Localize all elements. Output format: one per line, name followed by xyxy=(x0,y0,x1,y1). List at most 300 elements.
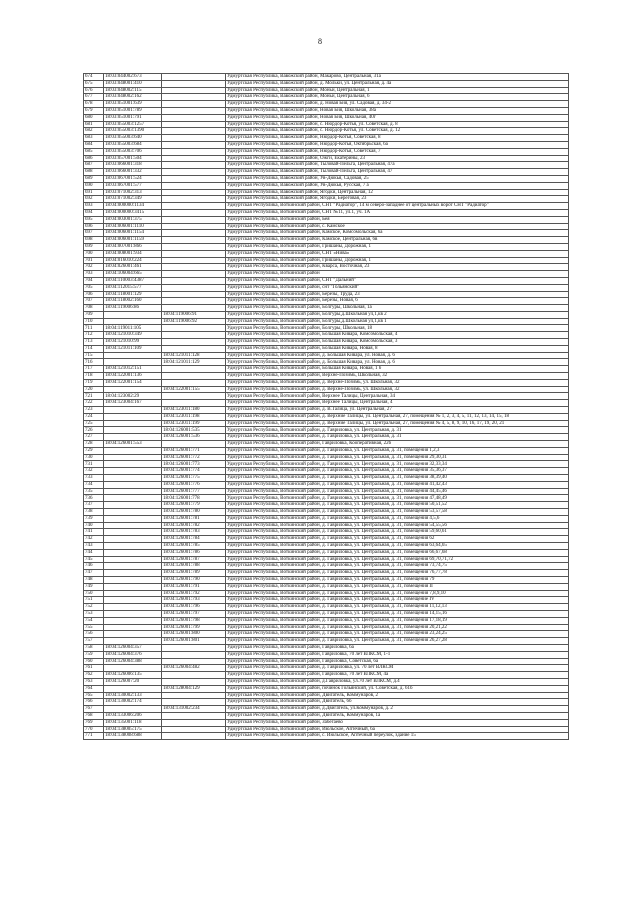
row-number-cell: 744 xyxy=(84,549,104,556)
row-number-cell: 677 xyxy=(84,94,104,101)
table-row xyxy=(84,583,569,590)
building-cadastral-cell xyxy=(162,155,226,162)
land-cadastral-cell: 18:04:026001:461 xyxy=(104,264,162,271)
land-cadastral-cell: 18:04:106004:665 xyxy=(104,271,162,278)
building-cadastral-cell xyxy=(162,651,226,658)
land-cadastral-cell: 18:03:048002:162 xyxy=(104,94,162,101)
building-cadastral-cell xyxy=(162,175,226,182)
table-row xyxy=(84,604,569,611)
row-number-cell: 753 xyxy=(84,610,104,617)
table-row xyxy=(84,386,569,393)
building-cadastral-cell xyxy=(162,325,226,332)
building-cadastral-cell: 18:04:126001:786 xyxy=(162,549,226,556)
address-cell: Удмуртская Республика, Воткинский район, снт "Гольянский" xyxy=(226,284,569,291)
building-cadastral-cell xyxy=(162,94,226,101)
building-cadastral-cell xyxy=(162,169,226,176)
address-cell: Удмуртская Республика, Воткинский район, Большая Кивара, Новая, 8 xyxy=(226,345,569,352)
table-row xyxy=(84,665,569,672)
row-number-cell: 760 xyxy=(84,658,104,665)
table-row xyxy=(84,427,569,434)
table-row xyxy=(84,352,569,359)
address-cell: Удмуртская Республика, Вавожский район, д. Мольки, ул. Центральная, д. 4а xyxy=(226,80,569,87)
land-cadastral-cell: 18:04:119011:105 xyxy=(104,325,162,332)
building-cadastral-cell xyxy=(162,135,226,142)
table-row xyxy=(84,359,569,366)
table-row xyxy=(84,298,569,305)
building-cadastral-cell: 18:04:126001:801 xyxy=(162,638,226,645)
land-cadastral-cell xyxy=(104,617,162,624)
address-cell: Удмуртская Республика, Воткинский район, СНТ №11, ул.1, уч. 1А xyxy=(226,209,569,216)
row-number-cell: 676 xyxy=(84,87,104,94)
table-row xyxy=(84,373,569,380)
row-number-cell: 725 xyxy=(84,420,104,427)
row-number-cell: 728 xyxy=(84,441,104,448)
building-cadastral-cell xyxy=(162,230,226,237)
land-cadastral-cell xyxy=(104,447,162,454)
address-cell: Удмуртская Республика, Воткинский район, Гавриловка, 70 лет ВЛКСМ, 4а xyxy=(226,672,569,679)
address-cell: Удмуртская Республика, Вавожский район, Ягодки, Береговая, 23 xyxy=(226,196,569,203)
table-row xyxy=(84,162,569,169)
land-cadastral-cell: 18:03:057001:504 xyxy=(104,155,162,162)
land-cadastral-cell: 18:04:135001:118 xyxy=(104,719,162,726)
row-number-cell: 751 xyxy=(84,597,104,604)
table-row xyxy=(84,624,569,631)
address-cell: Удмуртская Республика, Воткинский район, д. Гавриловка, ул. Центральная, д. 31, помещения 69,70,71,72 xyxy=(226,556,569,563)
row-number-cell: 741 xyxy=(84,529,104,536)
address-cell: Удмуртская Республика, Воткинский район, д. Гавриловка, ул. Центральная, д. 31, помещения 35,36,37 xyxy=(226,468,569,475)
row-number-cell: 680 xyxy=(84,114,104,121)
table-row xyxy=(84,393,569,400)
table-row xyxy=(84,223,569,230)
building-cadastral-cell xyxy=(162,141,226,148)
building-cadastral-cell: 18:04:122001:155 xyxy=(162,386,226,393)
table-row xyxy=(84,651,569,658)
row-number-cell: 694 xyxy=(84,209,104,216)
building-cadastral-cell xyxy=(162,182,226,189)
table-row xyxy=(84,407,569,414)
row-number-cell: 719 xyxy=(84,379,104,386)
table-row xyxy=(84,107,569,114)
row-number-cell: 717 xyxy=(84,366,104,373)
building-cadastral-cell: 18:04:126001:772 xyxy=(162,454,226,461)
land-cadastral-cell: 18:03:066001:332 xyxy=(104,169,162,176)
table-row xyxy=(84,434,569,441)
row-number-cell: 700 xyxy=(84,250,104,257)
table-row xyxy=(84,250,569,257)
building-cadastral-cell: 18:04:119006:92 xyxy=(162,318,226,325)
table-row xyxy=(84,345,569,352)
land-cadastral-cell xyxy=(104,529,162,536)
land-cadastral-cell: 18:03:067001:577 xyxy=(104,182,162,189)
land-cadastral-cell xyxy=(104,570,162,577)
row-number-cell: 686 xyxy=(84,155,104,162)
address-cell: Удмуртская Республика, Воткинский район, д. Гавриловка, ул. Центральная, д. 31, помещения 53,57,58 xyxy=(226,509,569,516)
address-cell: Удмуртская Республика, Воткинский район, д. Гавриловка, ул. Центральная, д. 31, помещения 59,60,61 xyxy=(226,529,569,536)
land-cadastral-cell xyxy=(104,638,162,645)
row-number-cell: 713 xyxy=(84,339,104,346)
building-cadastral-cell xyxy=(162,658,226,665)
address-cell: Удмуртская Республика, Вавожский район, Нюрдор-Котья, Советская, 7 xyxy=(226,148,569,155)
address-cell: Удмуртская Республика, Вавожский район, Макарово, Центральная, 31а xyxy=(226,74,569,81)
land-cadastral-cell xyxy=(104,427,162,434)
building-cadastral-cell: 18:04:128004:129 xyxy=(162,685,226,692)
address-cell: Удмуртская Республика, Воткинский район, Гришаны, Дорожная, 1 xyxy=(226,243,569,250)
table-row xyxy=(84,74,569,81)
address-cell: Удмуртская Республика, Воткинский район, СНТ "Радиатор", 14 м северо-западнее от центральных ворот СНТ "Радиатор" xyxy=(226,203,569,210)
table-row xyxy=(84,169,569,176)
address-cell: Удмуртская Республика, Воткинский район, Июльское, Аптечный, 6а xyxy=(226,726,569,733)
address-cell: Удмуртская Республика, Воткинский район, Большая Кивара, Новая, 1 б xyxy=(226,366,569,373)
row-number-cell: 712 xyxy=(84,332,104,339)
address-cell: Удмуртская Республика, Воткинский район, д. Верхне-Позимь, ул. Школьная, 32 xyxy=(226,386,569,393)
address-cell: Удмуртская Республика, Воткинский район, СНТ "Дальний" xyxy=(226,277,569,284)
address-cell: Удмуртская Республика, Воткинский район, д. Гавриловка, ул. Центральная, д. 31, помещения 73,74,75 xyxy=(226,563,569,570)
land-cadastral-cell: 18:04:006001:1159 xyxy=(104,237,162,244)
land-cadastral-cell: 18:04:121011:109 xyxy=(104,345,162,352)
land-cadastral-cell xyxy=(104,583,162,590)
building-cadastral-cell xyxy=(162,101,226,108)
building-cadastral-cell: 18:04:126001:792 xyxy=(162,590,226,597)
row-number-cell: 769 xyxy=(84,719,104,726)
row-number-cell: 748 xyxy=(84,576,104,583)
land-cadastral-cell: 18:04:126004:357 xyxy=(104,644,162,651)
address-cell: Удмуртская Республика, Воткинский район, д. Гавриловка, ул. Центральная, д. 31, помещения 44,45,46 xyxy=(226,488,569,495)
table-row xyxy=(84,196,569,203)
row-number-cell: 709 xyxy=(84,311,104,318)
building-cadastral-cell xyxy=(162,712,226,719)
table-row xyxy=(84,468,569,475)
table-row xyxy=(84,271,569,278)
land-cadastral-cell: 18:04:122001:136 xyxy=(104,373,162,380)
land-cadastral-cell xyxy=(104,352,162,359)
land-cadastral-cell xyxy=(104,311,162,318)
row-number-cell: 720 xyxy=(84,386,104,393)
row-number-cell: 764 xyxy=(84,685,104,692)
table-row xyxy=(84,264,569,271)
building-cadastral-cell: 18:04:126001:798 xyxy=(162,617,226,624)
land-cadastral-cell: 18:03:051001:789 xyxy=(104,107,162,114)
building-cadastral-cell xyxy=(162,271,226,278)
table-row xyxy=(84,203,569,210)
table-row xyxy=(84,379,569,386)
row-number-cell: 770 xyxy=(84,726,104,733)
address-cell: Удмуртская Республика, Воткинский район, д. Гавриловка, ул. Центральная, д. 31, помещения 26,27,28 xyxy=(226,638,569,645)
land-cadastral-cell xyxy=(104,420,162,427)
land-cadastral-cell xyxy=(104,434,162,441)
address-cell: Удмуртская Республика, Вавожский район, д. Новая Бия, ул. Садовая, д. 34-2 xyxy=(226,101,569,108)
table-row xyxy=(84,148,569,155)
address-cell: Удмуртская Республика, Воткинский район, Бея xyxy=(226,216,569,223)
row-number-cell: 727 xyxy=(84,434,104,441)
address-cell: Удмуртская Республика, Воткинский район, д. Гавриловка, ул. Центральная, д. 31, помещения 23,24,25 xyxy=(226,631,569,638)
land-cadastral-cell: 18:04:121012:151 xyxy=(104,366,162,373)
address-cell: Удмуртская Республика, Воткинский район, д. Гавриловка, ул. Центральная, д. 31, помещения 7,8,9,10 xyxy=(226,590,569,597)
row-number-cell: 681 xyxy=(84,121,104,128)
row-number-cell: 702 xyxy=(84,264,104,271)
row-number-cell: 768 xyxy=(84,712,104,719)
building-cadastral-cell xyxy=(162,373,226,380)
land-cadastral-cell xyxy=(104,461,162,468)
row-number-cell: 761 xyxy=(84,665,104,672)
table-row xyxy=(84,101,569,108)
row-number-cell: 732 xyxy=(84,468,104,475)
address-cell: Удмуртская Республика, Воткинский район, д. Гавриловка, ул. Центральная, д. 31, помещения II xyxy=(226,583,569,590)
table-row xyxy=(84,284,569,291)
address-cell: Удмуртская Республика, Вавожский район, Ув-Дюкья, Русская, 7 а xyxy=(226,182,569,189)
table-row xyxy=(84,502,569,509)
building-cadastral-cell xyxy=(162,87,226,94)
table-row xyxy=(84,277,569,284)
table-row xyxy=(84,114,569,121)
address-cell: Удмуртская Республика, Воткинский район, д. Гавриловка, ул. Центральная, д. 31, помещения 79 xyxy=(226,576,569,583)
table-row xyxy=(84,631,569,638)
row-number-cell: 759 xyxy=(84,651,104,658)
table-row xyxy=(84,597,569,604)
building-cadastral-cell xyxy=(162,332,226,339)
table-row xyxy=(84,685,569,692)
address-cell: Удмуртская Республика, Воткинский район, д. Гавриловка, ул. Центральная, д. 31, помещения 76,77,78 xyxy=(226,570,569,577)
address-cell: Удмуртская Республика, Воткинский район, Болгуры,д.Школьная ул,1,кв 1 xyxy=(226,318,569,325)
table-row xyxy=(84,509,569,516)
building-cadastral-cell xyxy=(162,339,226,346)
building-cadastral-cell xyxy=(162,264,226,271)
row-number-cell: 747 xyxy=(84,570,104,577)
address-cell: Удмуртская Республика, Воткинский район, д. Верхние Талицы, ул. Центральная, 27, помещения № 4, 5, 8, 9, 10, 16, 17, 19, 20, 21 xyxy=(226,420,569,427)
land-cadastral-cell: 18:04:126004:388 xyxy=(104,658,162,665)
land-cadastral-cell: 18:04:007001:866 xyxy=(104,243,162,250)
table-row xyxy=(84,209,569,216)
address-cell: Удмуртская Республика, Воткинский район, Двигатель, Коммунаров, 1а xyxy=(226,712,569,719)
row-number-cell: 740 xyxy=(84,522,104,529)
address-cell: Удмуртская Республика, Воткинский район, д.Гавриловка, ул.70 лет ВЛКСМ, д.4 xyxy=(226,678,569,685)
land-cadastral-cell: 18:04:003001:375 xyxy=(104,216,162,223)
land-cadastral-cell xyxy=(104,413,162,420)
address-cell: Удмуртская Республика, Воткинский район, Березы, Новая, 6 xyxy=(226,298,569,305)
address-cell: Удмуртская Республика, Воткинский район, Гавриловка, Кооперативная, 22б xyxy=(226,441,569,448)
building-cadastral-cell: 18:04:126001:782 xyxy=(162,522,226,529)
row-number-cell: 707 xyxy=(84,298,104,305)
row-number-cell: 745 xyxy=(84,556,104,563)
address-cell: Удмуртская Республика, Воткинский район, Камское, Комсомольская, 6а xyxy=(226,230,569,237)
table-row xyxy=(84,216,569,223)
building-cadastral-cell: 18:04:126001:771 xyxy=(162,447,226,454)
address-cell: Удмуртская Республика, Воткинский район, д. Верхние Талицы, ул. Центральная, 27, помещения № 1, 2, 3, 4, 5, 11, 12, 13, 14, 15, 18 xyxy=(226,413,569,420)
table-row xyxy=(84,141,569,148)
address-cell: Удмуртская Республика, Воткинский район xyxy=(226,271,569,278)
address-cell: Удмуртская Республика, Вавожский район, с. Нюрдор-Котья, ул. Советская, д. 12 xyxy=(226,128,569,135)
land-cadastral-cell: 18:03:071002:349 xyxy=(104,196,162,203)
row-number-cell: 771 xyxy=(84,733,104,740)
building-cadastral-cell xyxy=(162,692,226,699)
address-cell: Удмуртская Республика, Воткинский район, Березы, Труда, 23 xyxy=(226,291,569,298)
building-cadastral-cell: 18:04:126001:785 xyxy=(162,542,226,549)
table-row xyxy=(84,318,569,325)
table-row xyxy=(84,155,569,162)
land-cadastral-cell: 18:04:123004:167 xyxy=(104,400,162,407)
table-row xyxy=(84,712,569,719)
address-cell: Удмуртская Республика, Воткинский район, Болгуры, Школьная, 1а xyxy=(226,305,569,312)
table-row xyxy=(84,441,569,448)
table-row xyxy=(84,699,569,706)
building-cadastral-cell: 18:04:126001:783 xyxy=(162,529,226,536)
land-cadastral-cell: 18:04:130002:174 xyxy=(104,699,162,706)
building-cadastral-cell xyxy=(162,441,226,448)
address-cell: Удмуртская Республика, Воткинский район, Кварса, Восточная, 23 xyxy=(226,264,569,271)
land-cadastral-cell: 18:03:055003:684 xyxy=(104,141,162,148)
row-number-cell: 698 xyxy=(84,237,104,244)
row-number-cell: 743 xyxy=(84,542,104,549)
table-row xyxy=(84,529,569,536)
row-number-cell: 721 xyxy=(84,393,104,400)
land-cadastral-cell xyxy=(104,454,162,461)
building-cadastral-cell xyxy=(162,148,226,155)
row-number-cell: 690 xyxy=(84,182,104,189)
row-number-cell: 738 xyxy=(84,509,104,516)
address-cell: Удмуртская Республика, Воткинский район, д. Гавриловка, ул. Центральная, д. 31, помещения 50,51,52 xyxy=(226,502,569,509)
address-cell: Удмуртская Республика, Вавожский район, Тыловай-Пельга, Центральная, 47а xyxy=(226,162,569,169)
row-number-cell: 678 xyxy=(84,101,104,108)
address-cell: Удмуртская Республика, Воткинский район, Большая Кивара, Комсомольская, 4 xyxy=(226,332,569,339)
row-number-cell: 685 xyxy=(84,148,104,155)
land-cadastral-cell xyxy=(104,590,162,597)
address-cell: Удмуртская Республика, Воткинский район, Гавриловка, 70 лет ВЛКСМ, 1-1 xyxy=(226,651,569,658)
row-number-cell: 703 xyxy=(84,271,104,278)
building-cadastral-cell xyxy=(162,114,226,121)
address-cell: Удмуртская Республика, Воткинский район, с. Камское xyxy=(226,223,569,230)
address-cell: Удмуртская Республика, Воткинский район, д. Гавриловка, ул. Центральная, д. 31, помещения 1,2,3 xyxy=(226,447,569,454)
building-cadastral-cell xyxy=(162,257,226,264)
table-row xyxy=(84,461,569,468)
address-cell: Удмуртская Республика, Вавожский район, с. Нюрдор-Котья, ул. Советская, д. 8 xyxy=(226,121,569,128)
page-number: 8 xyxy=(318,37,322,46)
row-number-cell: 767 xyxy=(84,706,104,713)
building-cadastral-cell: 18:04:123011:180 xyxy=(162,407,226,414)
row-number-cell: 716 xyxy=(84,359,104,366)
table-row xyxy=(84,175,569,182)
table-row xyxy=(84,658,569,665)
building-cadastral-cell: 18:04:126001:787 xyxy=(162,556,226,563)
row-number-cell: 679 xyxy=(84,107,104,114)
row-number-cell: 726 xyxy=(84,427,104,434)
row-number-cell: 731 xyxy=(84,461,104,468)
address-cell: Удмуртская Республика, Воткинский район, Гавриловка, Советская, 6а xyxy=(226,658,569,665)
land-cadastral-cell: 18:04:126006:135 xyxy=(104,672,162,679)
building-cadastral-cell xyxy=(162,74,226,81)
building-cadastral-cell: 18:04:126001:797 xyxy=(162,610,226,617)
registry-table xyxy=(83,73,569,740)
land-cadastral-cell: 18:04:006001:1154 xyxy=(104,230,162,237)
table-row xyxy=(84,563,569,570)
address-cell: Удмуртская Республика, Воткинский район, СНТ «Нива» xyxy=(226,250,569,257)
row-number-cell: 723 xyxy=(84,407,104,414)
table-row xyxy=(84,243,569,250)
building-cadastral-cell xyxy=(162,277,226,284)
land-cadastral-cell xyxy=(104,549,162,556)
table-row xyxy=(84,638,569,645)
building-cadastral-cell xyxy=(162,189,226,196)
building-cadastral-cell: 18:04:126001:779 xyxy=(162,502,226,509)
address-cell: Удмуртская Республика, Воткинский район, д. Гавриловка, ул. Центральная, д. 31 xyxy=(226,427,569,434)
row-number-cell: 752 xyxy=(84,604,104,611)
table-row xyxy=(84,692,569,699)
table-row xyxy=(84,536,569,543)
building-cadastral-cell xyxy=(162,379,226,386)
address-cell: Удмуртская Республика, Воткинский район, Верхнее Талицы, Центральная, 4 xyxy=(226,400,569,407)
row-number-cell: 737 xyxy=(84,502,104,509)
table-row xyxy=(84,420,569,427)
building-cadastral-cell: 18:04:126001:778 xyxy=(162,495,226,502)
address-cell: Удмуртская Республика, Воткинский район, д. Большая Кивара, ул. Новая, д. 6 xyxy=(226,359,569,366)
building-cadastral-cell: 18:04:126001:775 xyxy=(162,475,226,482)
building-cadastral-cell xyxy=(162,243,226,250)
land-cadastral-cell: 18:04:138008:688 xyxy=(104,733,162,740)
building-cadastral-cell: 18:04:126001:773 xyxy=(162,461,226,468)
table-row xyxy=(84,488,569,495)
table-row xyxy=(84,182,569,189)
land-cadastral-cell: 18:03:055003:1390 xyxy=(104,128,162,135)
land-cadastral-cell: 18:04:121010:99 xyxy=(104,339,162,346)
land-cadastral-cell: 18:03:048001:410 xyxy=(104,80,162,87)
address-cell: Удмуртская Республика, Воткинский район, д. Гавриловка, ул. Центральная, д. 31, помещения 32,33,34 xyxy=(226,461,569,468)
row-number-cell: 674 xyxy=(84,74,104,81)
building-cadastral-cell: 18:04:126001:799 xyxy=(162,624,226,631)
building-cadastral-cell: 18:04:126001:790 xyxy=(162,576,226,583)
land-cadastral-cell: 18:03:055003:1257 xyxy=(104,121,162,128)
land-cadastral-cell: 18:04:138005:175 xyxy=(104,726,162,733)
table-row xyxy=(84,413,569,420)
table-row xyxy=(84,121,569,128)
building-cadastral-cell: 18:04:126001:536 xyxy=(162,434,226,441)
table-row xyxy=(84,230,569,237)
row-number-cell: 714 xyxy=(84,345,104,352)
address-cell: Удмуртская Республика, Воткинский район, д. Верхне-Позимь, ул. Школьная, 32 xyxy=(226,379,569,386)
land-cadastral-cell xyxy=(104,563,162,570)
table-row xyxy=(84,339,569,346)
table-row xyxy=(84,570,569,577)
row-number-cell: 682 xyxy=(84,128,104,135)
building-cadastral-cell xyxy=(162,237,226,244)
land-cadastral-cell xyxy=(104,468,162,475)
building-cadastral-cell xyxy=(162,726,226,733)
row-number-cell: 689 xyxy=(84,175,104,182)
land-cadastral-cell: 18:03:048002:115 xyxy=(104,87,162,94)
row-number-cell: 688 xyxy=(84,169,104,176)
table-row xyxy=(84,366,569,373)
table-row xyxy=(84,305,569,312)
table-row xyxy=(84,189,569,196)
row-number-cell: 718 xyxy=(84,373,104,380)
building-cadastral-cell: 18:04:126001:796 xyxy=(162,604,226,611)
row-number-cell: 758 xyxy=(84,644,104,651)
table-row xyxy=(84,495,569,502)
address-cell: Удмуртская Республика, Воткинский район, д. Гавриловка, ул. Центральная, д. 31, помещения 20,21,22 xyxy=(226,624,569,631)
building-cadastral-cell xyxy=(162,162,226,169)
address-cell: Удмуртская Республика, Вавожский район, Новая Бия, Школьная, 40г xyxy=(226,114,569,121)
land-cadastral-cell: 18:03:044002:673 xyxy=(104,74,162,81)
land-cadastral-cell: 18:03:067001:524 xyxy=(104,175,162,182)
table-row xyxy=(84,87,569,94)
land-cadastral-cell xyxy=(104,685,162,692)
table-row xyxy=(84,257,569,264)
row-number-cell: 710 xyxy=(84,318,104,325)
building-cadastral-cell xyxy=(162,366,226,373)
row-number-cell: 696 xyxy=(84,223,104,230)
table-row xyxy=(84,128,569,135)
land-cadastral-cell: 18:04:119006:86 xyxy=(104,305,162,312)
table-row xyxy=(84,576,569,583)
address-cell: Удмуртская Республика, Вавожский район, Тыловай-Пельга, Центральная, 47 xyxy=(226,169,569,176)
row-number-cell: 705 xyxy=(84,284,104,291)
